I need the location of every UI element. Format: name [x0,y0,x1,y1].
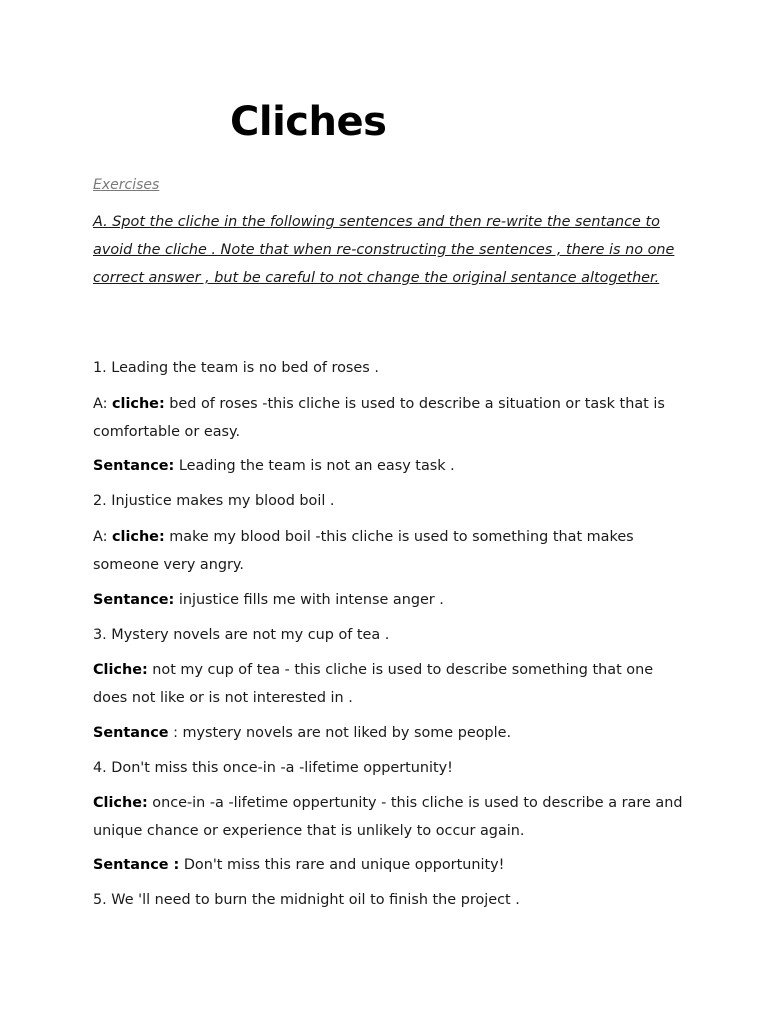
answer-prefix: A: [93,529,113,545]
cliche-explanation: make my blood boil -this cliche is used to something that makes someone very angry. [93,529,634,573]
exercise-1-rewrite [93,453,683,481]
exercise-2-question: 2. Injustice makes my blood boil . [93,493,335,509]
rewrite-text: injustice fills me with intense anger . [174,592,444,608]
sentance-label: Sentance [93,725,169,741]
instructions-paragraph: A. Spot the cliche in the following sentences and then re-write the sentance to avoid the cliche . Note that when re-constructing the sentences , there is no one correct answer , but be careful to not change the original sentance altogether. [93,214,675,286]
exercise-4-question: 4. Don't miss this once-in -a -lifetime oppertunity! [93,760,453,776]
cliche-label: Cliche: [93,795,148,811]
sentance-label: Sentance : [93,857,180,873]
cliche-explanation: bed of roses -this cliche is used to describe a situation or task that is comfortable or easy. [93,396,665,440]
exercise-3-answer [93,657,683,712]
exercise-2-rewrite [93,587,683,615]
sentance-label: Sentance: [93,592,175,608]
rewrite-text: Don't miss this rare and unique opportunity! [179,857,505,873]
exercise-3-rewrite [93,720,683,748]
answer-prefix: A: [93,396,113,412]
rewrite-text: : mystery novels are not liked by some people. [168,725,512,741]
cliche-label: cliche: [112,396,165,412]
rewrite-text: Leading the team is not an easy task . [174,458,455,474]
cliche-explanation: once-in -a -lifetime oppertunity - this cliche is used to describe a rare and unique chance or experience that is unlikely to occur again. [93,795,683,839]
page-title: Cliches [230,99,387,145]
exercise-2-answer [93,524,683,579]
cliche-explanation: not my cup of tea - this cliche is used to describe something that one does not like or is not interested in . [93,662,654,706]
exercise-4-rewrite [93,852,683,880]
cliche-label: Cliche: [93,662,148,678]
sentance-label: Sentance: [93,458,175,474]
exercise-1-question: 1. Leading the team is no bed of roses . [93,360,379,376]
exercise-5-question: 5. We 'll need to burn the midnight oil to finish the project . [93,892,520,908]
section-label: Exercises [93,177,160,193]
exercise-4-answer [93,790,683,845]
cliche-label: cliche: [112,529,165,545]
exercise-1-answer [93,391,683,446]
exercise-3-question: 3. Mystery novels are not my cup of tea . [93,627,390,643]
